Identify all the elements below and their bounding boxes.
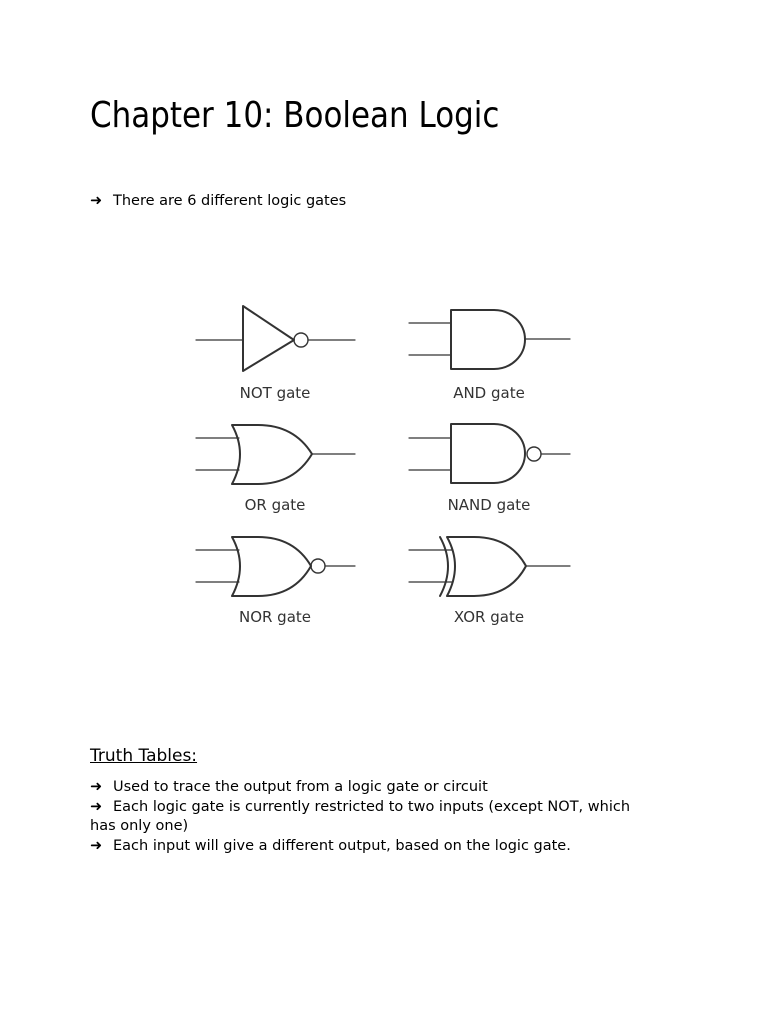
intro-bullet-text: There are 6 different logic gates — [113, 193, 347, 209]
nand-gate-symbol — [409, 424, 570, 483]
list-item-text: Each logic gate is currently restricted to two inputs (except NOT, which has only one) — [90, 798, 631, 834]
arrow-bullet-icon: ➜ — [90, 798, 103, 815]
arrow-bullet-icon: ➜ — [90, 193, 103, 209]
truth-tables-heading: Truth Tables: — [90, 746, 198, 766]
and-gate-symbol — [409, 310, 570, 369]
xor-gate-label: XOR gate — [453, 608, 525, 626]
nand-gate-label: NAND gate — [447, 496, 531, 514]
arrow-bullet-icon: ➜ — [90, 779, 103, 795]
list-item-text: Used to trace the output from a logic gate or circuit — [113, 779, 488, 795]
and-gate-label: AND gate — [453, 384, 525, 402]
nor-gate-label: NOR gate — [238, 608, 312, 626]
list-item — [90, 798, 650, 837]
list-item — [90, 837, 650, 857]
list-item — [90, 778, 650, 798]
xor-gate-symbol — [409, 537, 570, 596]
or-gate-symbol — [196, 425, 355, 484]
or-gate-label: OR gate — [244, 496, 306, 514]
list-item-text: Each input will give a different output, based on the logic gate. — [113, 837, 571, 854]
nor-gate-symbol — [196, 537, 355, 596]
logic-gates-figure — [184, 296, 588, 636]
intro-bullet — [90, 192, 346, 211]
truth-tables-list — [90, 778, 650, 856]
not-gate-symbol — [196, 306, 355, 371]
not-gate-label: NOT gate — [239, 384, 311, 402]
arrow-bullet-icon: ➜ — [90, 837, 103, 854]
logic-gates-diagram — [184, 296, 588, 636]
page-title: Chapter 10: Boolean Logic — [90, 95, 500, 136]
